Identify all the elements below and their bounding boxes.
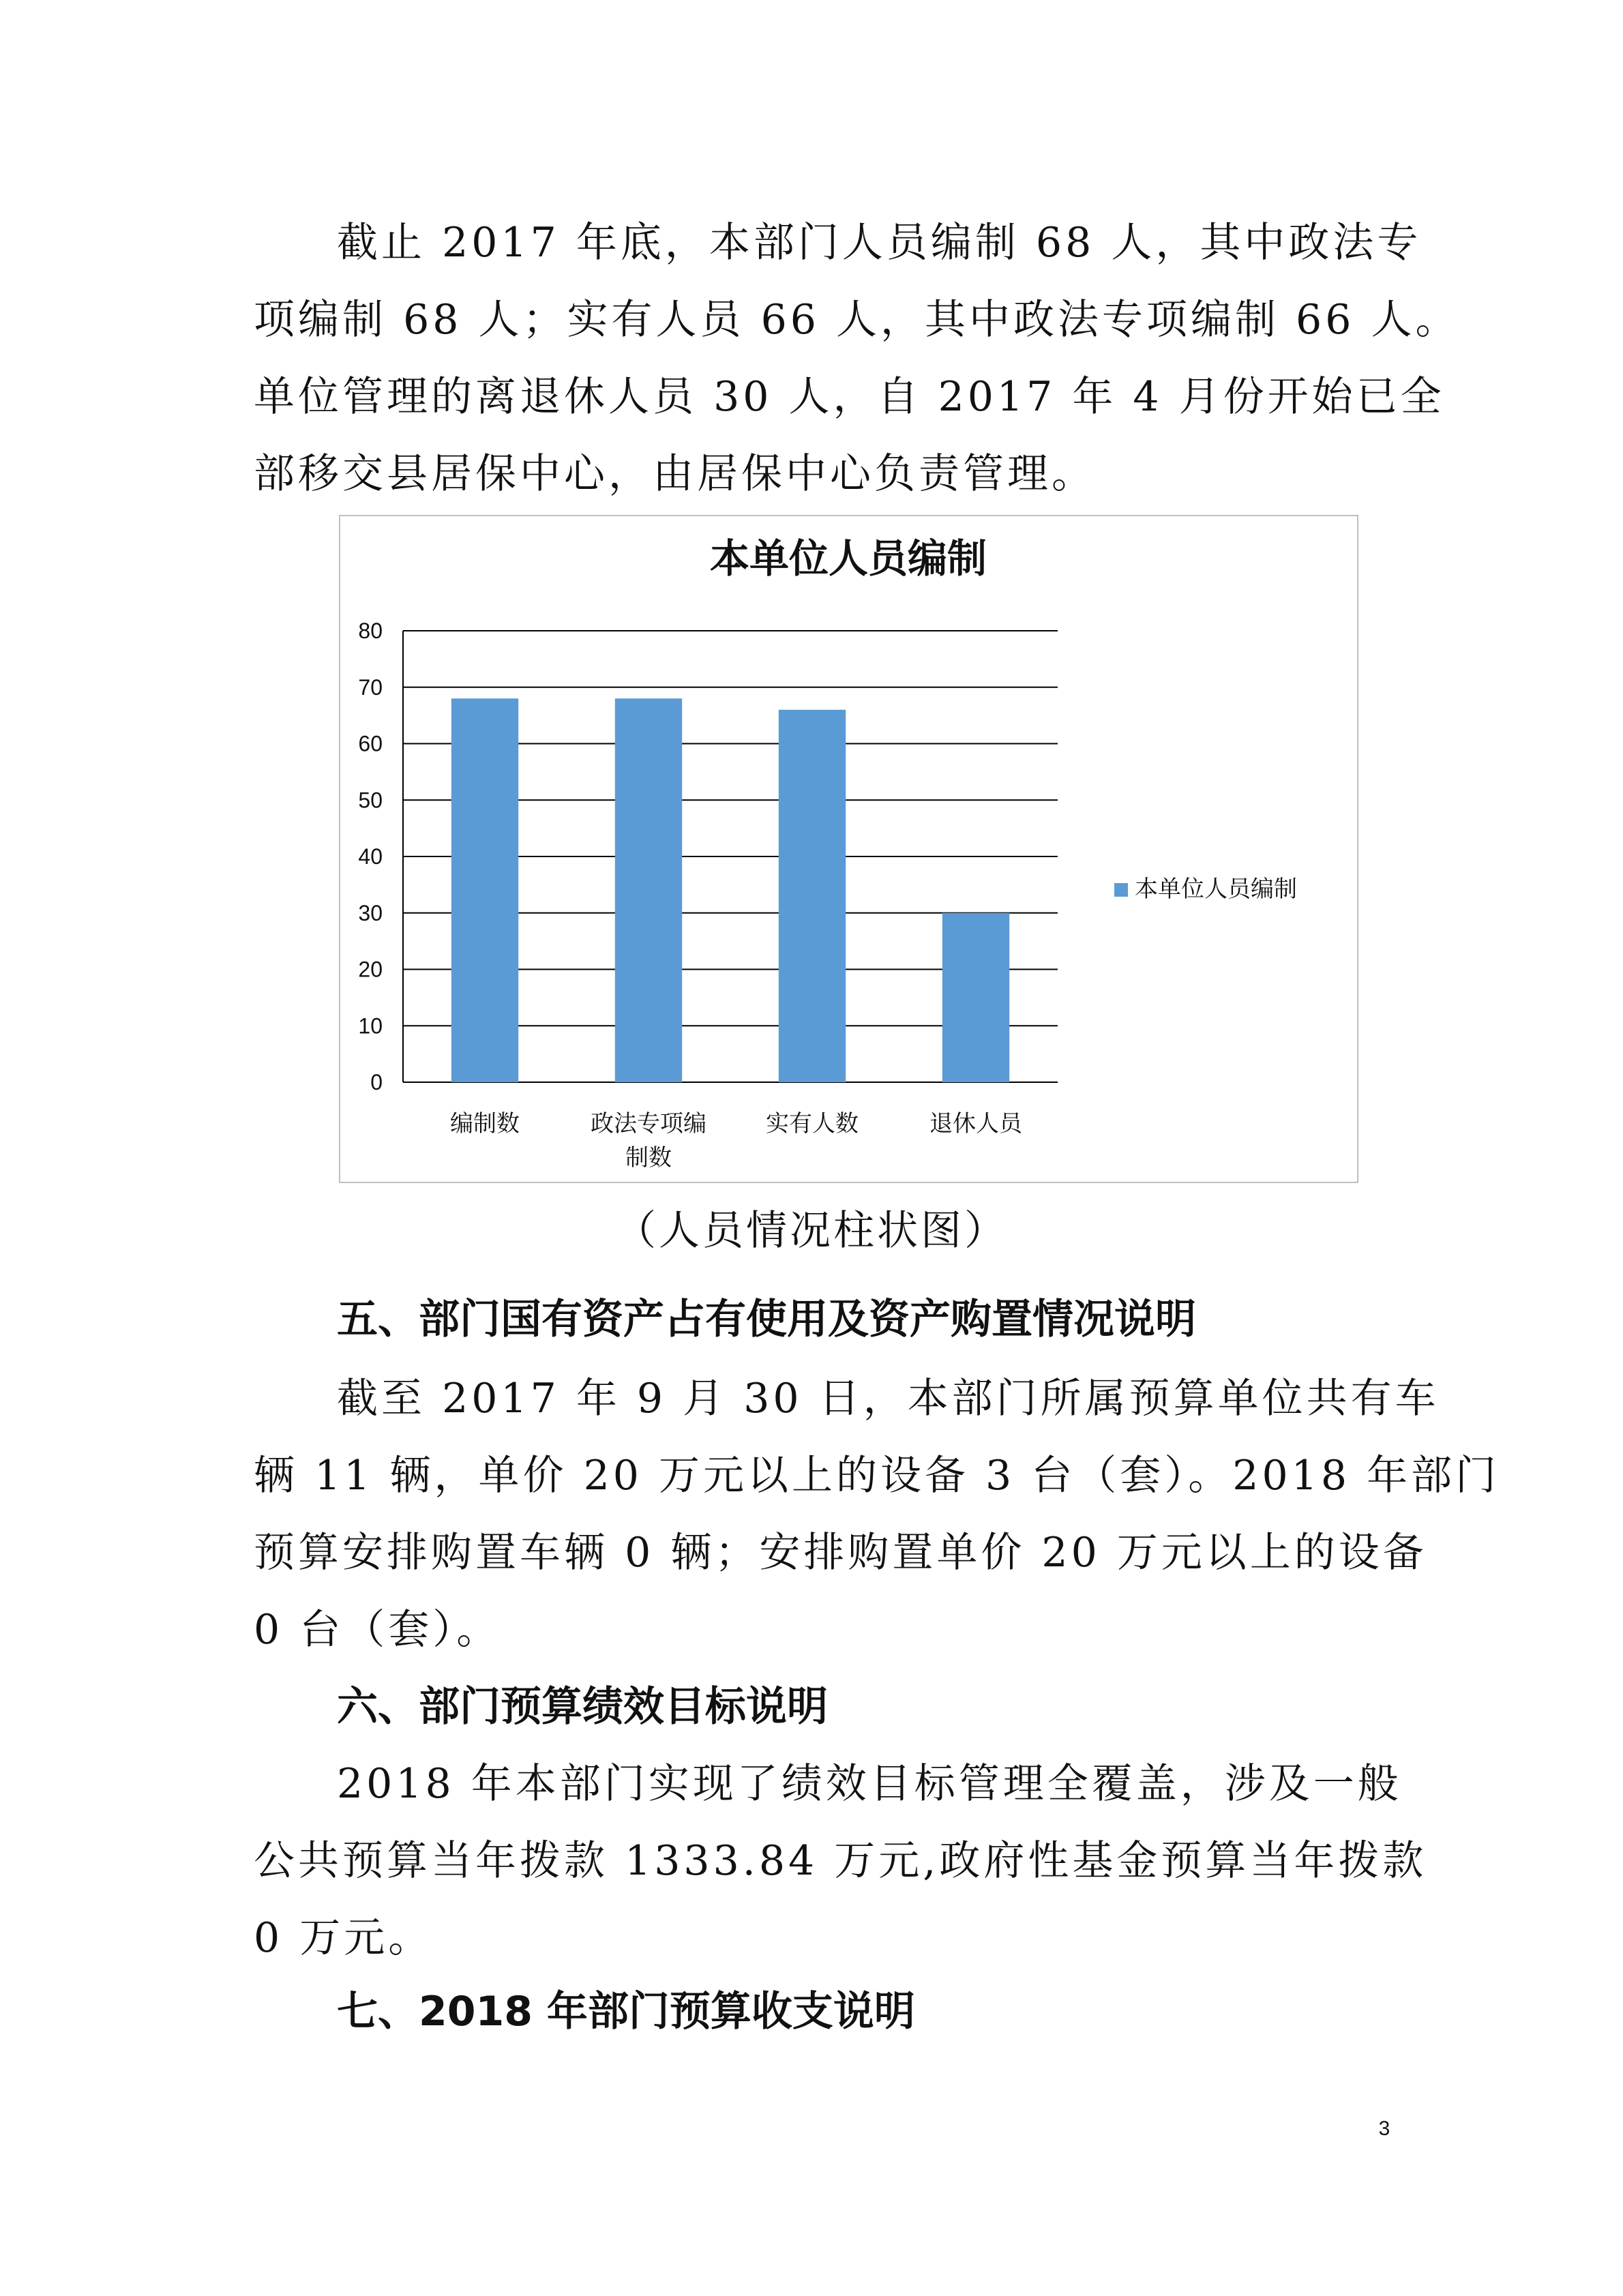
text-line: 辆 11 辆，单价 20 万元以上的设备 3 台（套）。2018 年部门 — [254, 1452, 1500, 1500]
y-tick-label: 20 — [358, 957, 383, 982]
bar — [615, 698, 682, 1082]
text-line: 0 台（套）。 — [254, 1606, 501, 1654]
bar — [779, 710, 846, 1082]
y-tick-label: 10 — [358, 1013, 383, 1039]
x-tick-label: 退休人员 — [929, 1110, 1022, 1137]
text-line: 部移交县居保中心，由居保中心负责管理。 — [254, 450, 1096, 498]
y-tick-label: 60 — [358, 731, 383, 756]
chart-caption: （人员情况柱状图） — [615, 1207, 1008, 1255]
x-tick-label: 制数 — [625, 1144, 672, 1172]
x-tick-label: 实有人数 — [766, 1110, 859, 1137]
text-line: 0 万元。 — [254, 1914, 433, 1962]
y-tick-label: 40 — [358, 844, 383, 869]
paragraph-assets — [254, 1360, 1500, 1669]
bar — [942, 913, 1009, 1082]
y-tick-label: 30 — [358, 900, 383, 925]
x-tick-label: 政法专项编 — [591, 1110, 706, 1137]
text-line: 2018 年本部门实现了绩效目标管理全覆盖，涉及一般 — [337, 1760, 1402, 1808]
section-heading-7: 七、2018 年部门预算收支说明 — [337, 1988, 915, 2036]
y-tick-label: 70 — [358, 674, 383, 700]
staffing-bar-chart — [339, 515, 1358, 1183]
x-tick-label: 编制数 — [450, 1110, 520, 1137]
paragraph-staffing — [254, 205, 1460, 513]
legend-label: 本单位人员编制 — [1135, 876, 1297, 903]
page-number: 3 — [1378, 2117, 1390, 2140]
chart-canvas — [340, 516, 1357, 1182]
y-tick-label: 80 — [358, 618, 383, 643]
chart-title: 本单位人员编制 — [709, 535, 987, 582]
paragraph-performance — [254, 1746, 1427, 1977]
text-line: 公共预算当年拨款 1333.84 万元,政府性基金预算当年拨款 — [254, 1837, 1427, 1885]
legend-swatch — [1114, 883, 1128, 897]
text-line: 截止 2017 年底，本部门人员编制 68 人，其中政法专 — [337, 219, 1422, 267]
text-line: 截至 2017 年 9 月 30 日，本部门所属预算单位共有车 — [337, 1375, 1440, 1422]
bar — [451, 698, 518, 1082]
y-tick-label: 0 — [370, 1070, 383, 1094]
text-line: 预算安排购置车辆 0 辆；安排购置单价 20 万元以上的设备 — [254, 1529, 1427, 1577]
text-line: 单位管理的离退休人员 30 人，自 2017 年 4 月份开始已全 — [254, 373, 1445, 421]
section-heading-5: 五、部门国有资产占有使用及资产购置情况说明 — [337, 1296, 1196, 1343]
y-tick-label: 50 — [358, 788, 383, 813]
text-line: 项编制 68 人；实有人员 66 人，其中政法专项编制 66 人。 — [254, 296, 1460, 344]
section-heading-6: 六、部门预算绩效目标说明 — [337, 1683, 828, 1731]
